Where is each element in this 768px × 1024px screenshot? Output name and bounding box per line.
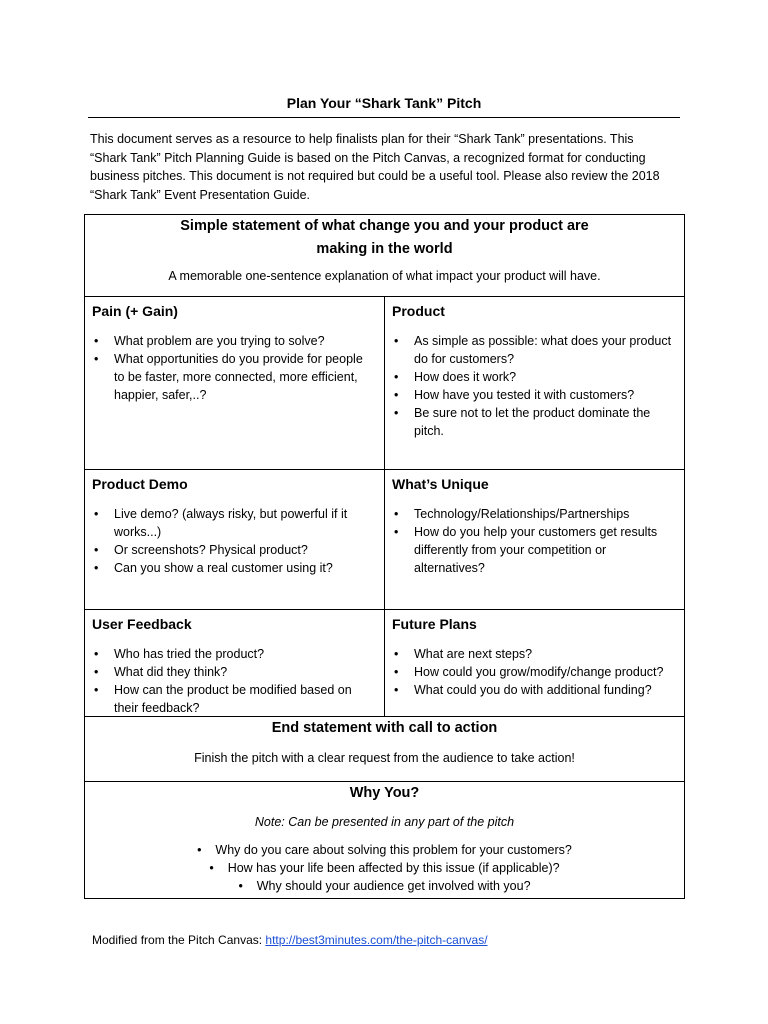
demo-list (92, 505, 376, 577)
unique-list (392, 505, 676, 577)
unique-title: What’s Unique (392, 476, 489, 492)
list-item: • Can you show a real customer using it? (92, 559, 376, 577)
list-item: • As simple as possible: what does your product do for customers? (392, 332, 676, 368)
intro-line: “Shark Tank” Pitch Planning Guide is based on the Pitch Canvas, a recognized format for conducting (90, 150, 646, 165)
intro-line: This document serves as a resource to help finalists plan for their “Shark Tank” presentations. This (90, 132, 634, 146)
list-item: • How can the product be modified based on their feedback? (92, 681, 376, 717)
statement-heading-line1: Simple statement of what change you and your product are (180, 218, 589, 234)
why-you-row (85, 781, 684, 898)
demo-unique-row (85, 469, 684, 609)
end-statement-cell (85, 717, 684, 781)
pain-title: Pain (+ Gain) (92, 303, 178, 319)
list-item: • How do you help your customers get results differently from your competition or alternatives? (392, 523, 676, 577)
future-cell (385, 610, 684, 716)
list-item: • What are next steps? (392, 645, 676, 663)
demo-title: Product Demo (92, 476, 188, 492)
unique-cell (385, 470, 684, 609)
list-item: • What problem are you trying to solve? (92, 332, 376, 350)
product-title: Product (392, 303, 445, 319)
list-item: • Who has tried the product? (92, 645, 376, 663)
future-list (392, 645, 676, 699)
list-item: • What could you do with additional funding? (392, 681, 676, 699)
demo-cell (85, 470, 385, 609)
intro-line: “Shark Tank” Event Presentation Guide. (90, 187, 311, 202)
list-item: • What opportunities do you provide for people to be faster, more connected, more efficient, happier, safer,..? (92, 350, 376, 404)
why-you-cell (85, 782, 684, 898)
pitch-canvas-link[interactable]: http://best3minutes.com/the-pitch-canvas/ (265, 933, 488, 947)
end-statement-subtext: Finish the pitch with a clear request from the audience to take action! (194, 751, 575, 765)
list-item: • Technology/Relationships/Partnerships (392, 505, 676, 523)
feedback-title: User Feedback (92, 616, 192, 632)
future-title: Future Plans (392, 616, 477, 632)
feedback-future-row (85, 609, 684, 716)
statement-cell (85, 215, 684, 296)
product-list (392, 332, 676, 440)
product-cell (385, 297, 684, 469)
list-item: • How have you tested it with customers? (392, 386, 676, 404)
footer-prefix: Modified from the Pitch Canvas: (92, 933, 266, 947)
feedback-list (92, 645, 376, 717)
footer-note (92, 933, 488, 947)
pain-cell (85, 297, 385, 469)
list-item: • How has your life been affected by this issue (if applicable)? (93, 859, 676, 877)
pain-product-row (85, 296, 684, 469)
list-item: • Why should your audience get involved with you? (93, 877, 676, 895)
title-divider (88, 117, 680, 118)
list-item: • Why do you care about solving this problem for your customers? (93, 841, 676, 859)
statement-heading-line2: making in the world (316, 241, 453, 257)
list-item: • Or screenshots? Physical product? (92, 541, 376, 559)
list-item: • Live demo? (always risky, but powerful if it works...) (92, 505, 376, 541)
list-item: • Be sure not to let the product dominate the pitch. (392, 404, 676, 440)
pitch-canvas-table (84, 214, 685, 899)
list-item: • How does it work? (392, 368, 676, 386)
end-statement-row (85, 716, 684, 781)
why-you-note: Note: Can be presented in any part of the pitch (254, 815, 515, 829)
intro-paragraph (90, 130, 680, 204)
document-title: Plan Your “Shark Tank” Pitch (286, 95, 482, 111)
why-you-heading: Why You? (349, 785, 420, 801)
list-item: • What did they think? (92, 663, 376, 681)
statement-subtext: A memorable one-sentence explanation of what impact your product will have. (168, 269, 601, 283)
list-item: • How could you grow/modify/change product? (392, 663, 676, 681)
statement-row (85, 215, 684, 296)
feedback-cell (85, 610, 385, 716)
intro-line: business pitches. This document is not required but could be a useful tool. Please also review the 2018 (90, 169, 660, 183)
pain-list (92, 332, 376, 404)
end-statement-heading: End statement with call to action (271, 720, 498, 736)
why-you-list (93, 841, 676, 895)
